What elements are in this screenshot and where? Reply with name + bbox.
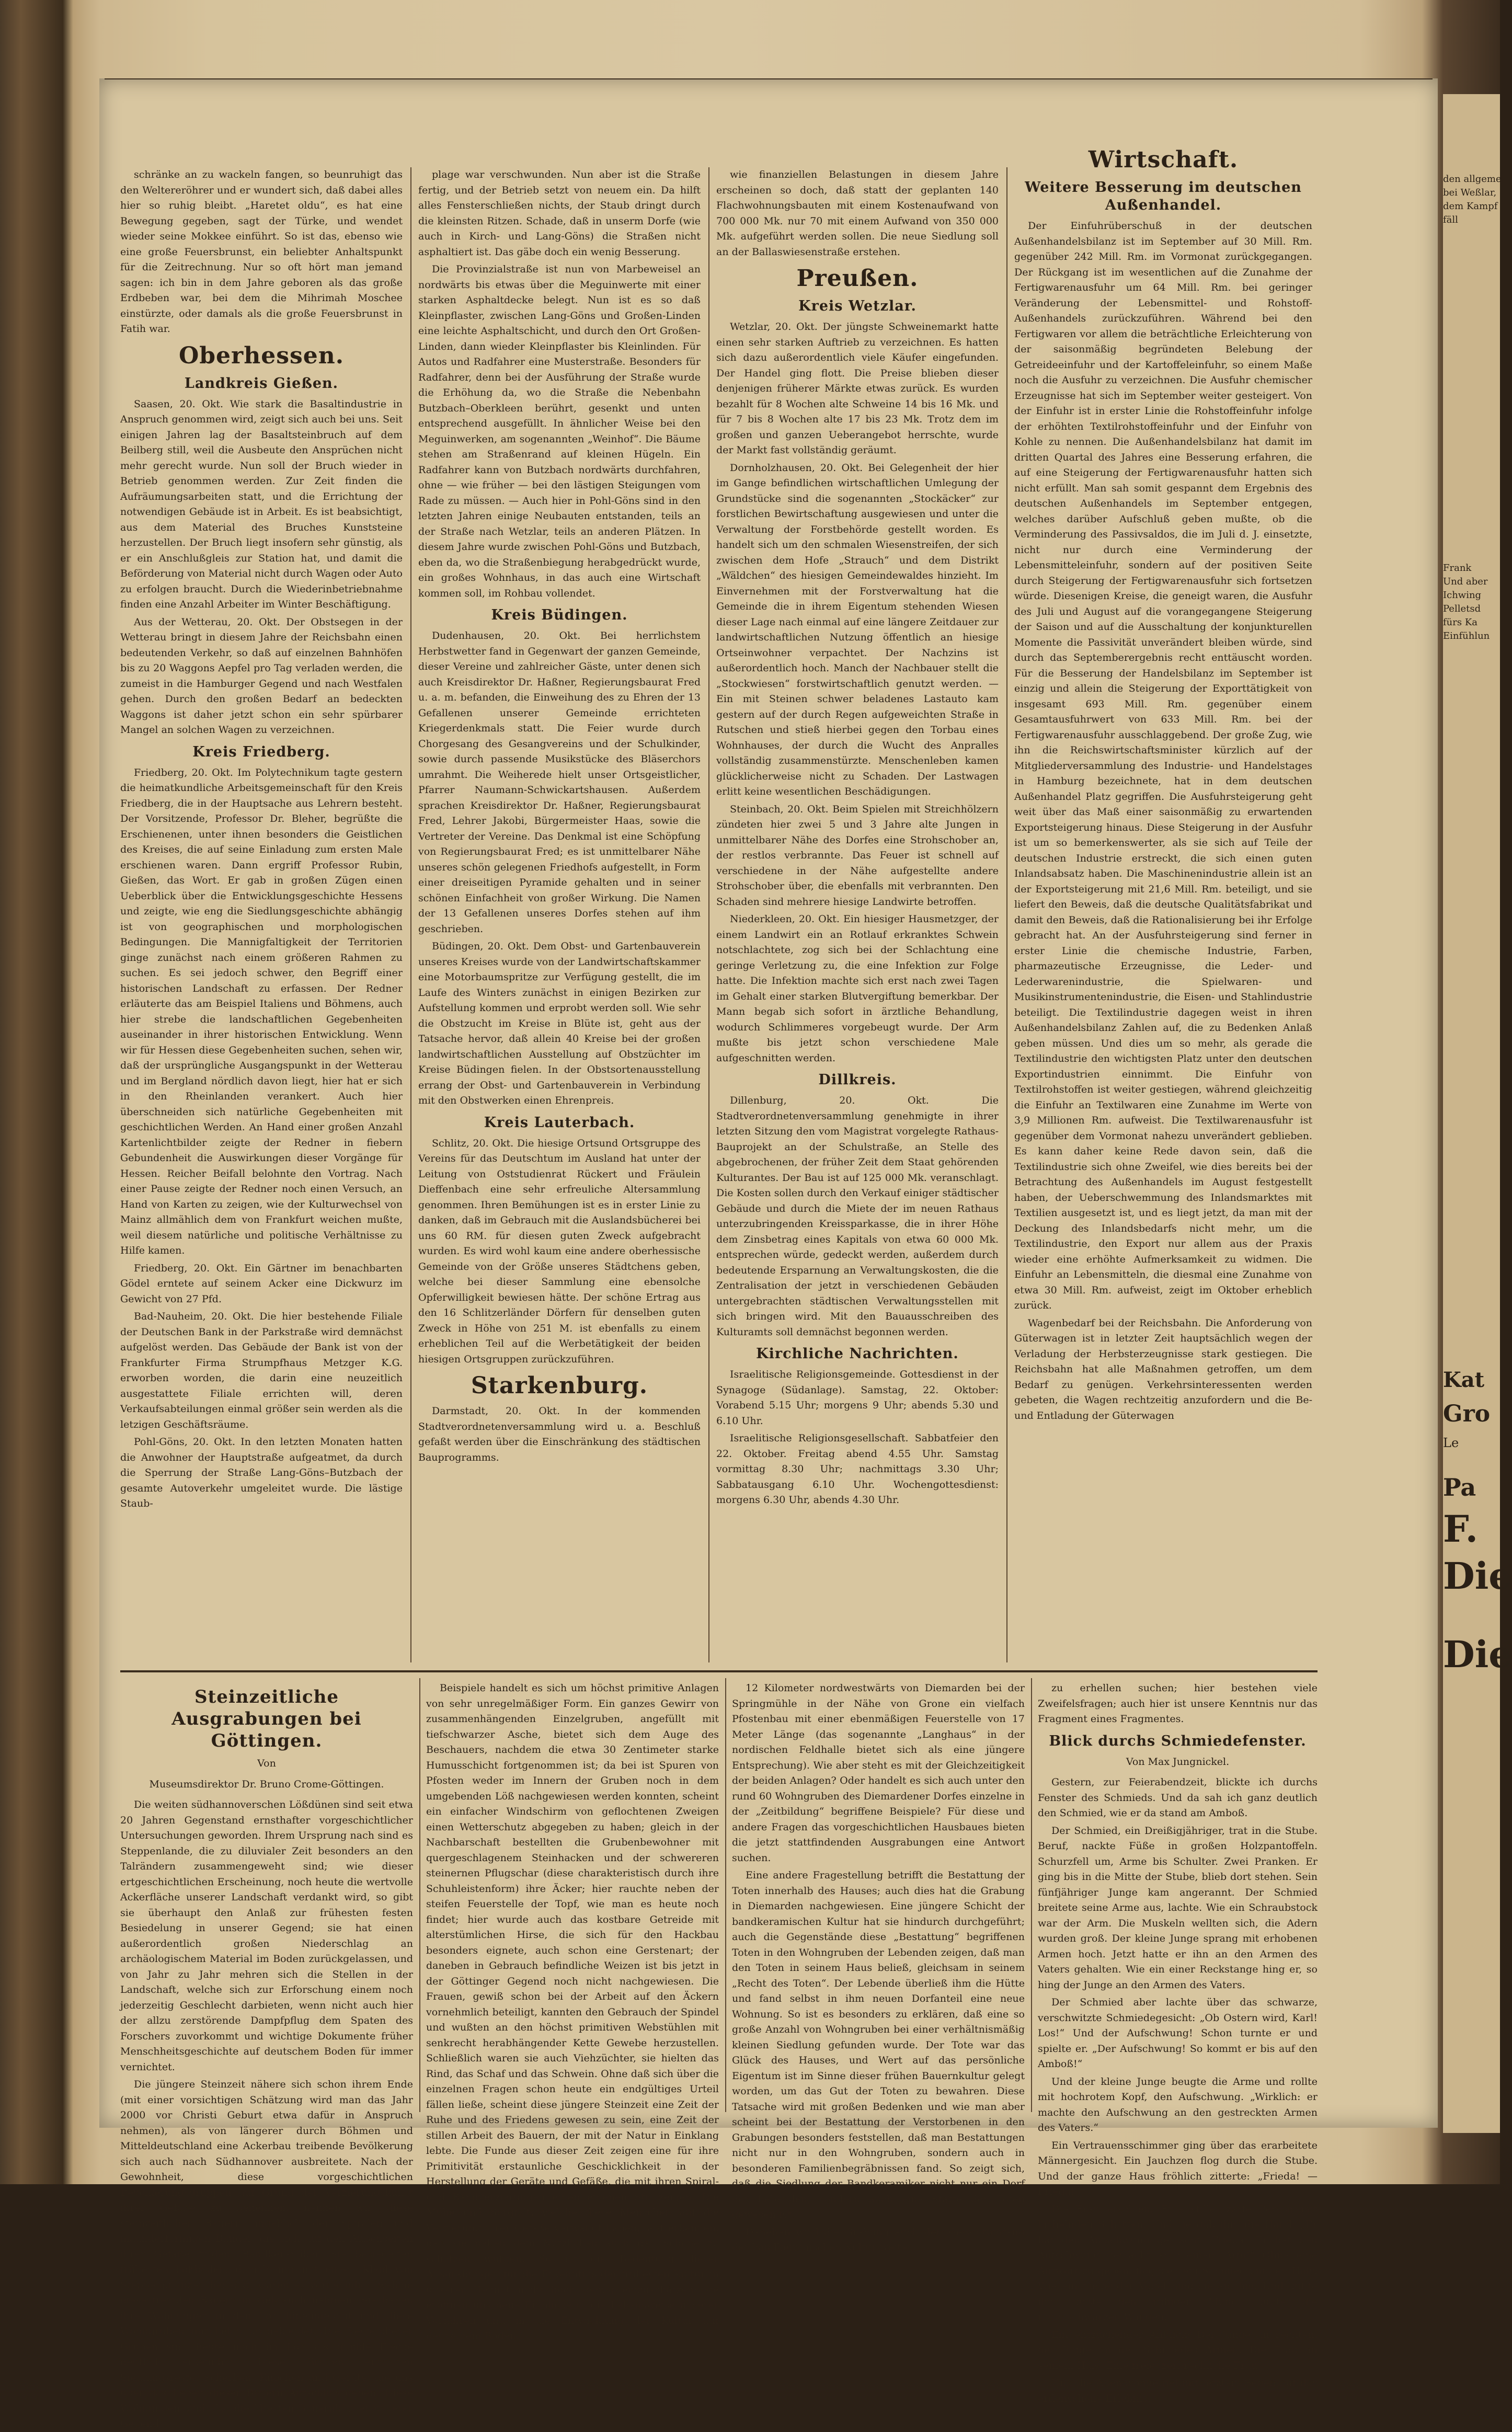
article-text: Büdingen, 20. Okt. Dem Obst- und Gartenbauverein unseres Kreises wurde von der Landwirtschaftskammer eine Motorbaumspritze zur Verfügung gestellt, die im Laufe des Winters zunächst in einigen Bezirken zur Aufstellung kommen und erprobt werden soll. Wie sehr die Obstzucht im Kreise in Blüte ist, geht aus der Tatsache hervor, daß allein 40 Kreise bei der großen landwirtschaftlichen Ausstellung auf Obstzüchter im Kreise Büdingen fielen. In der Obstsortenausstellung errang der Obst- und Gartenbauverein in Verbindung mit den Obstwerken einen Ehrenpreis. <box>418 940 701 1106</box>
article-text: Eine andere Fragestellung betrifft die Bestattung der Toten innerhalb des Hauses; auch dies hat die Grabung in Diemarden nachgewiesen. Eine jüngere Schicht der bandkeramischen Kultur hat sie hindurch durchgeführt; auch die Gegenstände diese „Bestattung“ begriffenen Toten in den Wohngruben der Lebenden zeigen, daß man den Toten in seinem Haus beließ, gleichsam in seinem „Recht des Toten“. Der Lebende überließ ihm die Hütte und fand selbst in ihm neuen Dorfanteil eine neue Wohnung. So ist es besonders zu erklären, daß eine so große Anzahl von Wohngruben bei einer verhältnismäßig kleinen Siedlung gefunden wurde. Der Tote war das Glück des Hauses, und Wert auf das persönliche Eigentum ist im Sinne dieser frühen Bauernkultur gelegt worden, um das Gut der Toten zu bewahren. Diese Tatsache wird mit großen Bedenken und wie man aber scheint bei der Bestattung der Verstorbenen in den Grabungen besonders feststellen, daß man Bestattungen nicht nur in den Wohngruben, sondern auch in besonderen Familienbegräbnissen fand. So zeigt sich, daß die Siedlung der Bandkeramiker nicht nur ein Dorf der Lebenden, sondern auch eine Stätte der Toten gewesen ist. <box>732 1869 1025 2220</box>
article-text: zu erhellen suchen; hier bestehen viele Zweifelsfragen; auch hier ist unsere Kenntnis nur das Fragment eines Fragmentes. <box>1038 1682 1318 1725</box>
article-text: Die Provinzialstraße ist nun von Marbeweisel an nordwärts bis etwas über die Meguinwerte mit einer starken Asphaltdecke belegt. Nun ist es so daß Kleinpflaster, zwischen Lang-Göns und Großen-Linden eine leichte Asphaltschicht, und durch den Ort Großen-Linden, dann wieder Kleinpflaster bis Kleinlinden. Für Autos und Radfahrer eine Musterstraße. Besonders für Radfahrer, denn bei der Ausführung der Straße wurde die Erhöhung da, wo die Straße die Nebenbahn Butzbach–Oberkleen berührt, gesenkt und unten entsprechend ausgefüllt. In ähnlicher Weise bei den Meguinwerken, am sogenannten „Weinhof“. Die Bäume stehen am Straßenrand auf kleinen Hügeln. Ein Radfahrer kann von Butzbach nordwärts durchfahren, ohne — wie früher — bei den lästigen Steigungen vom Rade zu müssen. — Auch hier in Pohl-Göns sind in den letzten Jahren einige Neubauten entstanden, teils an der Straße nach Wetzlar, teils an anderen Plätzen. In diesem Jahre wurde zwischen Pohl-Göns und Butzbach, eben da, wo die Straßenbiegung herabgedrückt wurde, ein großes Wohnhaus, in das auch eine Wirtschaft kommen soll, im Rohbau vollendet. <box>418 263 701 599</box>
column-divider <box>1031 1678 1032 2112</box>
section-heading-wirtschaft: Wirtschaft. <box>1088 146 1239 173</box>
article-text: Aus der Wetterau, 20. Okt. Der Obstsegen in der Wetterau bringt in diesem Jahre der Reichsbahn einen bedeutenden Verkehr, so daß auf einzelnen Bahnhöfen bis zu 20 Waggons Aepfel pro Tag verladen werden, die zumeist in die Hamburger Gegend und nach Westfalen gehen. Durch den großen Bedarf an bedeckten Waggons ist daher jetzt schon ein sehr spürbarer Mangel an solchen Wagen zu verzeichnen. <box>120 616 403 736</box>
article-text: Pohl-Göns, 20. Okt. In den letzten Monaten hatten die Anwohner der Hauptstraße aufgeatmet, da durch die Sperrung der Straße Lang-Göns–Butzbach der gesamte Autoverkehr umgeleitet wurde. Die lästige Staub- <box>120 1436 403 1509</box>
article-text: Wagenbedarf bei der Reichsbahn. Die Anforderung von Güterwagen ist in letzter Zeit hauptsächlich wegen der Verladung der Herbsterzeugnisse stark gestiegen. Die Reichsbahn hat alle Maßnahmen getroffen, um dem Bedarf zu genügen. Verkehrsinteressenten werden gebeten, die Wagen rechtzeitig anzufordern und die Be- und Entladung der Güterwagen <box>1014 1317 1312 1421</box>
article-text: Steinbach, 20. Okt. Beim Spielen mit Streichhölzern zündeten hier zwei 5 und 3 Jahre alte Jungen in unmittelbarer Nähe des Dorfes eine Strohschober an, der restlos verbrannte. Das Feuer ist schnell auf verschiedene in der Nähe aufgestellte andere Strohschober über, die ebenfalls mit verbrannten. Den Schaden sind mehrere hiesige Landwirte betroffen. <box>716 803 999 908</box>
article-text: Dudenhausen, 20. Okt. Bei herrlichstem Herbstwetter fand in Gegenwart der ganzen Gemeinde, dieser Vereine und zahlreicher Gäste, unter denen sich auch Kreisdirektor Dr. Haßner, Regierungsbaurat Fred u. a. m. befanden, die Einweihung des zu Ehren der 13 Gefallenen unserer Gemeinde errichteten Kriegerdenkmals statt. Die Feier wurde durch Chorgesang des Gesangvereins und der Schulkinder, sowie durch passende Musikstücke des Bläserchors umrahmt. Die Weiherede hielt unser Ortsgeistlicher, Pfarrer Naumann-Schwickartshausen. Außerdem sprachen Kreisdirektor Dr. Haßner, Regierungsbaurat Fred, Lehrer Jakobi, Bürgermeister Haas, sowie die Vertreter der Vereine. Das Denkmal ist eine Schöpfung von Regierungsbaurat Fred; es ist unmittelbarer Nähe unseres schön gelegenen Friedhofs aufgestellt, in Form einer dreiseitigen Pyramide gehalten und in seiner schönen Einfachheit von großer Wirkung. Die Namen der 13 Gefallenen unseres Dorfes stehen auf ihm geschrieben. <box>418 630 701 935</box>
ad-text: Kat <box>1443 1368 1485 1392</box>
column-4 <box>1014 141 1312 1662</box>
article-text: Und die Abendsonne fiel mit letztem Segen auf das erdenschöne Erlebnis. <box>1038 2377 1318 2404</box>
column-1 <box>120 167 403 1662</box>
margin-text: bei Weßlar, <box>1443 187 1497 198</box>
column-5 <box>120 1681 413 2429</box>
column-divider <box>708 167 709 1662</box>
article-text: Beispiele handelt es sich um höchst primitive Anlagen von sehr unregelmäßiger Form. Ein ganzes Gewirr von zusammenhängenden Einzelgruben, angefüllt mit tiefschwarzer Asche, bietet sich dem Auge des Beschauers, nachdem die etwa 30 Zentimeter starke Humusschicht fortgenommen ist; da bei ist Spuren von Pfosten weder im Innern der Gruben noch in dem umgebenden Löß nachgewiesen werden konnten, scheint ein einfacher Windschirm von geflochtenen Zweigen einen Wetterschutz abgegeben zu haben; gleich in der Nachbarschaft bestellten die Grubenbewohner mit quergeschlagenem Steinhacken und der schwereren steinernen Pflugschar (diese charakteristisch durch ihre Schuhleistenform) ihre Äcker; hier rauchte neben der steifen Feuerstelle der Topf, wie man es heute noch findet; hier wurde auch das kostbare Getreide mit alterstümlichen Hirse, die sich für den Hackbau besonders eignete, auch schon eine Gerstenart; der daneben in Gebrauch befindliche Weizen ist bis jetzt in der Göttinger Gegend noch nicht nachgewiesen. Die Frauen, gewiß schon bei der Arbeit auf den Äckern vornehmlich beteiligt, kannten den Gebrauch der Spindel und wußten an den höchst primitiven Webstühlen mit senkrecht herabhängender Kette Gewebe herzustellen. Schließlich waren sie auch Viehzüchter, sie hielten das Rind, das Schaf und das Schwein. Ohne daß sich über die einzelnen Fragen schon heute ein endgültiges Urteil fällen ließe, scheint diese jüngere Steinzeit eine Zeit der Ruhe und des Friedens gewesen zu sein, eine Zeit der stillen Arbeit des Bauern, der mit der Natur in Einklang lebte. Die Funde aus dieser Zeit zeigen eine für ihre Primitivität erstaunliche Geschicklichkeit in der Herstellung der Geräte und Gefäße, die mit ihren Spiral- und Bandverzierungen einen eigenen Stil zeigen. Die Mühe und Sorgfalt, welche diese Menschen auf die Verzierung ihrer Gefäße verwandt haben, läßt erkennen, daß sie neben dem Nützlichen auch das Schöne zu schätzen wußten. So ist die Bedeutung dieser Ausgrabungen für die Erkenntnis der frühesten Kultur in unserer Heimat nicht hoch genug einzuschätzen; sie eröffnen uns neue Einblicke in die Lebensweise unserer Vorfahren und in die Entwicklung der Kultur auf deutschem Boden. <box>426 1682 719 2342</box>
ad-text: Die <box>1443 1633 1512 1676</box>
section-heading-preussen: Preußen. <box>796 265 919 292</box>
byline-author: Von Max Jungnickel. <box>1126 1756 1230 1768</box>
subheading-kreis-wetzlar: Kreis Wetzlar. <box>798 298 917 314</box>
newspaper-page <box>99 78 1438 2429</box>
article-text: Ein entzückender Anblick: Der Junge an rechten, der Junge an des Schmiedes Armen. Die Frau an seinem Hals. Eine freie, zerbrechliche Frau. <box>1038 2328 1318 2371</box>
article-text: Dillenburg, 20. Okt. Die Stadtverordnetenversammlung genehmigte in ihrer letzten Sitzung den vom Magistrat vorgelegte Rathaus-Bauprojekt an der Schulstraße, an Stelle des abgebrochenen, der früher Zeit dem Staat gehörenden Kulturantes. Der Bau ist auf 125 000 Mk. veranschlagt. Die Kosten sollen durch den Verkauf einiger städtischer Gebäude und durch die Miete der im neuen Rathaus unterzubringenden Kreissparkasse, die in ihrer Höhe dem Zinsbetrag eines Kapitals von etwa 60 000 Mk. entsprechen würde, gedeckt werden, außerdem durch bedeutende Ersparnung an Verwaltungskosten, die die Zentralisation der jetzt in verschiedenen Gebäuden untergebrachten städtischen Verwaltungsstellen mit sich bringen wird. Mit den Bauausschreiben des Kulturamts soll demnächst begonnen werden. <box>716 1095 999 1338</box>
section-rule <box>120 1670 1318 1672</box>
subheading-aussenhandel: Weitere Besserung im deutschen Außenhandel. <box>1025 179 1302 213</box>
ad-text: Gro <box>1443 1401 1491 1427</box>
section-heading-starkenburg: Starkenburg. <box>471 1372 648 1399</box>
margin-text: Frank <box>1443 563 1472 573</box>
section-heading-oberhessen: Oberhessen. <box>178 342 345 369</box>
subheading-kreis-buedingen: Kreis Büdingen. <box>491 607 628 623</box>
margin-text: Einfühlun <box>1443 630 1490 641</box>
article-text: Und der kleine Junge beugte die Arme und rollte mit hochrotem Kopf, den Aufschwung. „Wirklich: er machte den Aufschwung an den gestreckten Armen des Vaters.“ <box>1038 2075 1318 2133</box>
subheading-dillkreis: Dillkreis. <box>818 1072 897 1088</box>
subheading-kreis-lauterbach: Kreis Lauterbach. <box>484 1114 635 1131</box>
article-text: Die Frau erschien. Eine stille, zarte Person mit lächelnden Schatten. Und sie gab ihm die Hand. „Er hat den Aufschwung gemacht, Frieda! Er hat den Aufschwung gemacht an meinem Arm!“ Ohne eine Antwort zu geben, flog sie dem Schmied um den Hals. Wie ein fliegender Vogel hing sie an ihm. Und küßte ihn, küßte den ruhigen Mund, küßte die rauchschwarzen Wangen. <box>1038 2203 1318 2323</box>
article-text: Der Schmied, ein Dreißigjähriger, trat in die Stube. Beruf, nackte Füße in großen Holzpantoffeln. Schurzfell um, Arme bis Schulter. Zwei Pranken. Er ging bis in die Mitte der Stube, blieb dort stehen. Sein fünfjähriger Junge kam angerannt. Der Schmied breitete seine Arme aus, lachte. Wie ein Schraubstock war der Arm. Die Muskeln wellten sich, die Adern wurden groß. Der kleine Junge sprang mit erhobenen Armen hoch. Jetzt hatte er ihn an den Armen des Vaters gehalten. Wie ein einer Reckstange hing er, so hing der Junge an den Armen des Vaters. <box>1038 1825 1318 1991</box>
byline-von: Von <box>257 1758 276 1769</box>
margin-text: fürs Ka <box>1443 617 1477 628</box>
feature-heading-steinzeit: Steinzeitliche Ausgrabungen bei Göttingen. <box>171 1687 362 1751</box>
article-text: Daneben wird die Grabung auch den Gesamtumfang der bandkeramischen Kultur weiter <box>732 2226 1025 2253</box>
subheading-kreis-friedberg: Kreis Friedberg. <box>192 743 330 760</box>
article-text: Niederkleen, 20. Okt. Ein hiesiger Hausmetzger, der einem Landwirt ein an Rotlauf erkranktes Schwein notschlachtete, zog sich bei der Schlachtung eine geringe Verletzung zu, die eine Infektion zur Folge hatte. Die Infektion machte sich erst nach zwei Tagen im Gehalt einer starken Blutvergiftung bemerkbar. Der Mann begab sich sofort in ärztliche Behandlung, wodurch Schlimmeres vorgebeugt wurde. Der Arm mußte bis jetzt schon verschiedene Male aufgeschnitten werden. <box>716 913 999 1064</box>
ad-text: F. <box>1443 1507 1479 1551</box>
adjacent-page-edge <box>1443 94 1512 2133</box>
article-text: Israelitische Religionsgesellschaft. Sabbatfeier den 22. Oktober. Freitag abend 4.55 Uhr. Samstag vormittag 8.30 Uhr; nachmittags 3.30 Uhr; Sabbatausgang 6.10 Uhr. Wochengottesdienst: morgens 6.30 Uhr, abends 4.30 Uhr. <box>716 1432 999 1506</box>
margin-text: fäll <box>1443 214 1458 225</box>
article-text: Der Schmied aber lachte über das schwarze, verschwitzte Schmiedegesicht: „Ob Ostern wird, Karl! Los!“ Und der Aufschwung! Schon turnte er und spielte er. „Der Aufschwung! So kommt er bis auf den Amboß!“ <box>1038 1997 1318 2070</box>
article-text: wie finanziellen Belastungen in diesem Jahre erscheinen so doch, daß statt der geplanten 140 Flachwohnungsbauten mit einem Kostenaufwand von 700 000 Mk. nur 70 mit einem Aufwand von 350 000 Mk. aufgeführt werden sollen. Die neue Siedlung soll an der Ballaswiesenstraße erstehen. <box>716 169 999 258</box>
ad-text: Pa <box>1443 1473 1476 1501</box>
byline-author: Museumsdirektor Dr. Bruno Crome-Göttingen. <box>149 1778 384 1790</box>
margin-text: dem Kampf <box>1443 201 1498 212</box>
column-2 <box>418 167 701 1662</box>
article-text: Gestern, zur Feierabendzeit, blickte ich durchs Fenster des Schmieds. Und da sah ich ganz deutlich den Schmied, wie er da stand am Amboß. <box>1038 1776 1318 1819</box>
margin-text: Ichwing <box>1443 590 1482 601</box>
article-text: Friedberg, 20. Okt. Im Polytechnikum tagte gestern die heimatkundliche Arbeitsgemeinschaft für den Kreis Friedberg, die in der Hauptsache aus Lehrern besteht. Der Vorsitzende, Professor Dr. Bleher, begrüßte die Erschienenen, unter ihnen besonders die Geistlichen des Kreises, die auf seine Einladung zum ersten Male erschienen waren. Dann ergriff Professor Rubin, Gießen, das Wort. Er gab in großen Zügen einen Ueberblick über die Entwicklungsgeschichte Hessens und zeigte, wie eng die Siedlungsgeschichte abhängig ist von geographischen und morphologischen Bedingungen. Die Mannigfaltigkeit der Territorien ginge zunächst nach einem größeren Rahmen zu suchen. Es sei jedoch schwer, den Begriff einer historischen Landschaft zu erfassen. Der Redner erläuterte das am Beispiel Italiens und Böhmens, auch hier strebe die landschaftlichen Gegebenheiten auseinander in ihrer historischen Entwicklung. Wenn wir für Hessen diese Gegebenheiten suchen, sehen wir, daß der ursprüngliche Ausgangspunkt in der Wetterau und im Bergland nördlich davon liegt, hier hat er sich in den Rheinlanden verankert. Auch hier überschneiden sich natürliche Gegebenheiten mit geschichtlichen Werden. An Hand einer großen Anzahl Kartenlichtbilder zeigte der Redner in fiebern Gebundenheit die Auswirkungen dieser Vorgänge für Hessen. Reicher Beifall belohnte den Vortrag. Nach einer Pause zeigte der Redner noch einen Versuch, an Hand von Karten zu zeigen, wie der Kulturwechsel von Mainz allmählich dem von Frankfurt weichen mußte, weil diesem natürliche und politische Verhältnisse zu Hilfe kamen. <box>120 766 403 1256</box>
article-text: Wetzlar, 20. Okt. Der jüngste Schweinemarkt hatte einen sehr starken Auftrieb zu verzeichnen. Es hatten sich dazu außerordentlich viele Käufer eingefunden. Der Handel ging flott. Die Preise blieben dieser denjenigen früherer Märkte etwas zurück. Es wurden bezahlt für 8 Wochen alte Schweine 14 bis 16 Mk. und für 7 bis 8 Wochen alte 17 bis 23 Mk. Trotz dem im großen und ganzen Ueberangebot herrschte, wurde der Markt fast vollständig geräumt. <box>716 321 999 456</box>
article-text: Der Einfuhrüberschuß in der deutschen Außenhandelsbilanz ist im September auf 30 Mill. Rm. gegenüber 242 Mill. Rm. im Vormonat zurückgegangen. Der Rückgang ist im wesentlichen auf die Zunahme der Fertigwarenausfuhr um 64 Mill. Rm. bei geringer Veränderung der Lebensmittel- und Rohstoff-Außenhandels zurückzuführen. Während bei den Fertigwaren vor allem die beträchtliche Erleichterung von der saisonmäßig begründeten Belebung der Getreideeinfuhr und der Kartoffeleinfuhr, so einem Maße noch die Ausfuhr zu verzeichnen. Die Ausfuhr chemischer Erzeugnisse hat sich im September weiter gesteigert. Von der Einfuhr ist in erster Linie die Rohstoffeinfuhr infolge der erhöhten Textilrohstoffeinfuhr und der Einfuhr von Kohle zu nennen. Die Außenhandelsbilanz hat damit im dritten Quartal des Jahres eine Besserung erfahren, die auf eine Steigerung der Fertigwarenausfuhr hatten sich nicht erfüllt. Man sah somit gespannt dem Ergebnis des deutschen Außenhandels im September entgegen, welches darüber Aufschluß geben mußte, ob die Verminderung des Passivsaldos, die im Juli d. J. einsetzte, nicht nur durch eine Verminderung der Lebensmitteleinfuhr, sondern auf der positiven Seite durch Steigerung der Fertigwarenausfuhr sich fortsetzen würde. Diesenigen Kreise, die geneigt waren, die Ausfuhr des Juli und August auf die vorangegangene Steigerung der Saison und auf die Ausschaltung der konjunkturellen Momente die Passivität unverändert bleiben würde, sind durch das Septemberergebnis recht enttäuscht worden. Für die Besserung der Handelsbilanz im September ist einzig und allein die Steigerung der Exporttätigkeit von insgesamt 693 Mill. Rm. gegenüber einem Gesamtausfuhrwert von 633 Mill. Rm. bei der Fertigwarenausfuhr ausschlaggebend. Der große Zug, wie ihn die Reichswirtschaftsminister kürzlich auf der Mitgliederversammlung des Industrie- und Handelstages in Hamburg bezeichnete, hat in dem deutschen Außenhandel Platz gegriffen. Die Ausfuhrsteigerung geht weit über das Maß einer saisonmäßig zu erwartenden Exportsteigerung hinaus. Diese Steigerung in der Ausfuhr ist um so bemerkenswerter, als sie sich auf Teile der deutschen Industrie erstreckt, die sich einen guten Inlandsabsatz haben. Die Maschinenindustrie allein ist an der Exportsteigerung mit 21,6 Mill. Rm. beteiligt, und sie liefert den Beweis, daß die deutsche Qualitätsfabrikat und damit den Beweis, daß die Rationalisierung bei ihr Erfolge gebracht hat. An der Ausfuhrsteigerung sind ferner in erster Linie die chemische Industrie, Farben, pharmazeutische Erzeugnisse, die Leder- und Lederwarenindustrie, die Spielwaren- und Musikinstrumentenindustrie, die Eisen- und Stahlindustrie beteiligt. Die Textilindustrie dagegen weist in ihren Außenhandelsbilanz Zahlen auf, die zu Bedenken Anlaß geben müssen. Und dies um so mehr, als gerade die Textilindustrie den wichtigsten Platz unter den deutschen Exportindustrien einnimmt. Die Einfuhr von Textilrohstoffen ist weiter gestiegen, während gleichzeitig die Einfuhr an Textilwaren eine Zunahme im Werte von 3,9 Millionen Rm. aufweist. Die Textilwarenausfuhr ist gegenüber dem Vormonat nahezu unverändert geblieben. Es kann daher keine Rede davon sein, daß die Textilindustrie sich ohne Zweifel, wie dies bereits bei der Betrachtung des Außenhandels im August festgestellt haben, der Ueberschwemmung des Inlandsmarktes mit Textilien ausgesetzt ist, und es liegt jetzt, da man mit der Deckung des Inlandsbedarfs nicht mehr, um die Textilindustrie, den Export nur allem aus der Praxis wieder eine erhöhte Aufmerksamkeit zu widmen. Die Einfuhr an Lebensmitteln, die diesmal eine Zunahme von etwa 30 Mill. Rm. aufweist, zeigt im Oktober erheblich zurück. <box>1014 220 1312 1311</box>
column-divider <box>410 167 411 1662</box>
ad-text: Die <box>1443 1554 1512 1598</box>
margin-text: den allgeme <box>1443 174 1502 185</box>
margin-text: Und aber <box>1443 576 1488 587</box>
column-7 <box>732 1681 1025 2253</box>
article-text: Dornholzhausen, 20. Okt. Bei Gelegenheit der hier im Gange befindlichen wirtschaftlichen Umlegung der Grundstücke sind die sogenannten „Stockäcker“ zur forstlichen Bewirtschaftung ausgewiesen und unter die Verwaltung der Forstbehörde gestellt worden. Es handelt sich um den schmalen Wiesenstreifen, der sich zwischen dem Hofe „Strauch“ und dem Distrikt „Wäldchen“ des hiesigen Gemeindewaldes hinzieht. Im Einvernehmen mit der Forstverwaltung hat die Gemeinde die in ihrem Eigentum stehenden Wiesen dieser Lage nach einmal auf eine längere Zeitdauer zur landwirtschaftlichen Nutzung öffentlich an hiesige Ortseinwohner verpachtet. Der Nachzins ist außerordentlich hoch. Manch der Nachbauer stellt die „Stockwiesen“ forstwirtschaftlich genutzt werden. — Ein mit Steinen schwer beladenes Lastauto kam gestern auf der durch Regen aufgeweichten Straße in Rutschen und stieß hierbei gegen den Torbau eines Wohnhauses, der durch die Wucht des Anpralles vollständig zusammenstürzte. Menschenleben kamen glücklicherweise nicht zu Schaden. Der Lastwagen erlitt keine wesentlichen Beschädigungen. <box>716 462 999 797</box>
article-text: Die weiten südhannoverschen Lößdünen sind seit etwa 20 Jahren Gegenstand ernsthafter vorgeschichtlicher Untersuchungen geworden. Ihrem Ursprung nach sind es Steppenlande, die zu diluvialer Zeit besonders an den Talrändern zusammengeweht sind; wie dieser ertgeschichtlichen Erscheinung, noch heute die wertvolle Ackerfläche unserer Landschaft verdankt wird, so gibt sie überhaupt den Anlaß zur frühesten festen Besiedelung in unserer Gegend; sie hat einen außerordentlich großen Niederschlag an archäologischem Material im Boden zurückgelassen, und von Jahr zu Jahr mehren sich die Stellen in der Landschaft, welche sich zur Erforschung einem noch jederzeitig Geschlecht darbieten, wenn nicht auch hier der allzu zerstörende Dampfpflug dem Spaten des Forschers zuvorkommt und wichtige Dokumente früher Menschheitsgeschichte auf deutschem Boden für immer vernichtet. <box>120 1799 413 2073</box>
subheading-kirchliche-nachrichten: Kirchliche Nachrichten. <box>756 1346 959 1362</box>
top-rule <box>105 78 1433 79</box>
article-text: Israelitische Religionsgemeinde. Gottesdienst in der Synagoge (Südanlage). Samstag, 22. Oktober: Vorabend 5.15 Uhr; morgens 9 Uhr; abends 5.30 und 6.10 Uhr. <box>716 1369 999 1427</box>
feature-heading-schmiedefenster: Blick durchs Schmiedefenster. <box>1049 1733 1307 1749</box>
article-text: plage war verschwunden. Nun aber ist die Straße fertig, und der Betrieb setzt von neuem ein. Da hilft alles Fensterschließen nichts, der Staub dringt durch die kleinsten Ritzen. Schade, daß in unserm Dorfe (wie auch in Kirch- und Lang-Göns) die Straßen nicht asphaltiert ist. Das gäbe doch ein wenig Besserung. <box>418 169 701 258</box>
subheading-landkreis-giessen: Landkreis Gießen. <box>184 375 339 392</box>
column-8 <box>1038 1681 1318 2404</box>
article-text: Bad-Nauheim, 20. Okt. Die hier bestehende Filiale der Deutschen Bank in der Parkstraße wird demnächst aufgelöst werden. Das Gebäude der Bank ist von der Frankfurter Firma Strumpfhaus Metzger K.G. erworben worden, die darin eine neuzeitlich ausgestattete Filiale errichten will, deren Verkaufsabteilungen einmal größer sein werden als die letzigen Geschäftsräume. <box>120 1311 403 1430</box>
column-divider <box>419 1678 420 2112</box>
ad-text: Le <box>1443 1436 1459 1450</box>
article-text: 12 Kilometer nordwestwärts von Diemarden bei der Springmühle in der Nähe von Grone ein vielfach Pfostenbau mit einer ebenmäßigen Feuerstelle von 17 Meter Länge (das sogenannte „Langhaus“ in der nordischen Feldhalle bietet sich als eine jüngere Entsprechung). Wie aber steht es mit der Gleichzeitigkeit der beiden Anlagen? Oder handelt es sich auch unter den rund 60 Wohngruben des Diemardener Dorfes einzelne in der „Zeitbildung“ begriffene Beispiele? Für diese und andere Fragen das vorgeschichtlichen Hausbaues bieten die jetzt stattfindenden Ausgrabungen eine Antwort suchen. <box>732 1682 1025 1864</box>
column-divider <box>1006 167 1007 1662</box>
article-text: Friedberg, 20. Okt. Ein Gärtner im benachbarten Gödel erntete auf seinem Acker eine Dickwurz im Gewicht von 27 Pfd. <box>120 1262 403 1305</box>
column-3 <box>716 167 999 1662</box>
article-text: Ein Vertrauensschimmer ging über das erarbeitete Männergesicht. Ein Jauchzen flog durch die Stube. Und der ganze Haus fröhlich zitterte: „Frieda! — Frieda!“ <box>1038 2139 1318 2197</box>
article-text: Die jüngere Steinzeit nähere sich schon ihrem Ende (mit einer vorsichtigen Schätzung wird man das Jahr 2000 vor Christi Geburt etwa dafür in Anspruch nehmen), als von längerer durch Böhmen und Mitteldeutschland eine Ackerbau treibende Bevölkerung sich auch nach Südhannover ausbreitete. Nach der Gewohnheit, diese vorgeschichtlichen Bevölkerungsgruppen auf Grund der Verzierungskunst ihrer Gefäße zu benennen, nennen wir diese steinzeitlichen Bauern angeblich der Spiralen und mäanderförmigen Bänder, die sich auf den Außenseiten ihrer Gefäße finden, Bandkeramiker. Sie besiedelten frühesten Lößböden, damals nur mit einem Kleid von Steppenpflanzen bedeckt, waren es vornehmlich welche diese fremden Bauern in Gebrauch nahmen. Sie haben ihre Wohnungen in den Löß hineingebaut und diese Wohngruben mit Lehm ausgekleidet. Die Reste dieser Gruben sind heute noch im Löß als dunkle Flecke deutlich erkennbar. Diese Gruben enthalten Siedlungsreste, Scherben, Knochen und Geräte, die uns über das Leben dieser Bauern Aufschluß geben. Diese Wohnungen sind also die ältesten Bauernhäuser unserer Gegend. <box>120 2079 413 2429</box>
column-6 <box>426 1681 719 2342</box>
column-divider <box>725 1678 726 2112</box>
article-text: Saasen, 20. Okt. Wie stark die Basaltindustrie in Anspruch genommen wird, zeigt sich auch bei uns. Seit einigen Jahren lag der Basaltsteinbruch auf dem Beilberg still, weil die Ausbeute den Ansprüchen nicht mehr gerecht wurde. Nun soll der Bruch wieder in Betrieb genommen werden. Zur Zeit finden die Aufräumungsarbeiten statt, und die Errichtung der notwendigen Gebäude ist in Arbeit. Es ist beabsichtigt, aus dem Material des Bruches Kunststeine herzustellen. Der Bruch liegt insofern sehr günstig, als er ein Anschlußgleis zur Station hat, und damit die Beförderung von Material nicht durch Wagen oder Auto zu erfolgen braucht. Durch die Wiederinbetriebnahme finden eine Anzahl Arbeiter im Winter Beschäftigung. <box>120 398 403 610</box>
margin-text: Pelletsd <box>1443 603 1481 614</box>
article-text: Darmstadt, 20. Okt. In der kommenden Stadtverordnetenversammlung wird u. a. Beschluß gefaßt werden über die Einschränkung des städtischen Bauprogramms. <box>418 1405 701 1463</box>
article-text: Schlitz, 20. Okt. Die hiesige Ortsund Ortsgruppe des Vereins für das Deutschtum im Ausland hat unter der Leitung von Oststudienrat Rückert und Fräulein Dieffenbach eine sehr erfreuliche Altersammlung genommen. Ihren Bemühungen ist es in erster Linie zu danken, daß im Gebrauch mit die Auslandsbücherei bei uns 60 RM. für diesen guten Zweck aufgebracht wurden. Es wird wohl kaum eine andere oberhessische Gemeinde von der Größe unseres Städtchens geben, welche bei dieser Sammlung eine ebensolche Opferwilligkeit bewiesen hätte. Der schöne Ertrag aus den 16 Schlitzerländer Dörfern für denselben guten Zweck in Höhe von 251 M. ist ebenfalls zu einem erheblichen Teil auf die Werbetätigkeit der beiden hiesigen Ortsgruppen zurückzuführen. <box>418 1137 701 1365</box>
article-text: schränke an zu wackeln fangen, so beunruhigt das den Weltereröhrer und er wundert sich, daß dabei alles hier so ruhig bleibt. „Haretet oldu“, es hat eine Bewegung gegeben, sagt der Türke, und wendet wieder seine Mokkee einführt. So ist das, ebenso wie eine große Feuersbrunst, ein beliebter Anhaltspunkt für die Zeitrechnung. Nur so oft hört man jemand sagen: ich bin in dem Jahre geboren als das große Erdbeben war, bei dem die Mihrimah Moschee einstürzte, oder damals als die große Feuersbrunst in Fatih war. <box>120 169 403 335</box>
